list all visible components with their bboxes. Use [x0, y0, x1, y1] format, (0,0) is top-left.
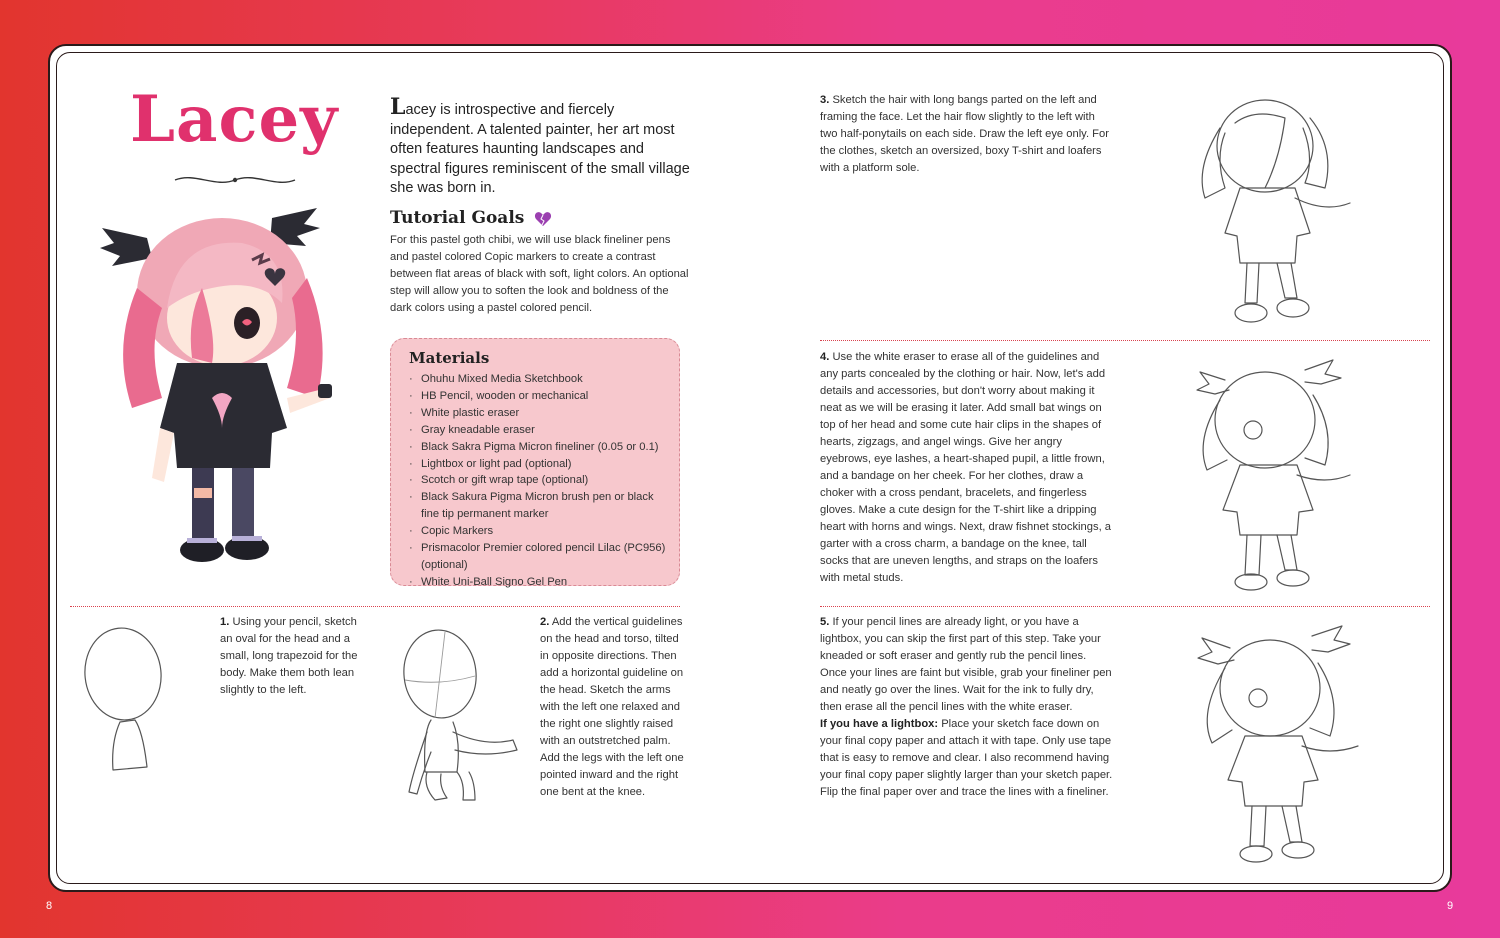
step5-number: 5. [820, 616, 830, 628]
materials-item: · White Uni-Ball Signo Gel Pen [407, 574, 671, 591]
step4-text [820, 349, 1115, 587]
materials-item: · HB Pencil, wooden or mechanical [407, 388, 671, 405]
step5-body: If your pencil lines are already light, or you have a lightbox, you can skip the first part of this step. Take your kneaded or soft eraser and gently rub the pencil lines. Once your lines are faint but visible, grab your fineliner pen and neatly go over the lines. Wait for the ink to fully dry, then erase all the pencil lines with the white eraser. [820, 616, 1112, 713]
step5-body-lightbox: Place your sketch face down on your final copy paper and attach it with tape. Only use tape that is easy to remove and clear. I also recommend having your final copy paper slightly larger than your sketch paper. Flip the final paper over and trace the lines with a fineliner. [820, 718, 1113, 798]
step3-body: Sketch the hair with long bangs parted on the left and framing the face. Let the hair flow slightly to the left with two half-ponytails on each side. Draw the left eye only. For the clothes, sketch an oversized, boxy T-shirt and loafers with a platform sole. [820, 94, 1109, 174]
page-number-left: 8 [46, 900, 53, 912]
materials-item: · Prismacolor Premier colored pencil Lilac (PC956) (optional) [407, 540, 671, 574]
right-divider-top [820, 340, 1430, 341]
materials-heading: Materials [409, 349, 490, 367]
page-title: Lacey [130, 82, 339, 157]
step2-number: 2. [540, 616, 550, 628]
step4-sketch [1185, 350, 1370, 595]
page-number-right: 9 [1447, 900, 1454, 912]
materials-item: · Copic Markers [407, 523, 671, 540]
left-divider [70, 606, 680, 607]
tutorial-goals-title: Tutorial Goals [390, 208, 525, 228]
tutorial-goals-text: For this pastel goth chibi, we will use black fineliner pens and pastel colored Copic markers to create a contrast between flat areas of black with soft, light colors. An optional step will allow you to soften the look and boldness of the dark colors using a pastel colored pencil. [390, 234, 689, 314]
step2-body: Add the vertical guidelines on the head and torso, tilted in opposite directions. Then add a horizontal guideline on the head. Sketch the arms with the left one relaxed and the right one slightly raised with an outstretched palm. Add the legs with the left one pointed inward and the right one bent at the knee. [540, 616, 684, 798]
title-flourish-ornament [170, 170, 300, 192]
step3-text [820, 92, 1115, 177]
materials-list [407, 371, 671, 591]
materials-item: · Black Sakra Pigma Micron fineliner (0.05 or 0.1) [407, 439, 671, 456]
intro-text: acey is introspective and fiercely independent. A talented painter, her art most often features haunting landscapes and spectral figures reminiscent of the small village she was born in. [390, 102, 690, 197]
step4-body: Use the white eraser to erase all of the guidelines and any parts concealed by the clothing or hair. Now, let's add details and accessories, but don't worry about making it neat as we will be erasing it later. Add small bat wings on top of her head and some cute hair clips in the shapes of hearts, zigzags, and angel wings. Give her angry eyebrows, eye lashes, a heart-shaped pupil, a little frown, and a bandage on her cheek. For her clothes, draw a choker with a cross pendant, bracelets, and fingerless gloves. Make a cute design for the T-shirt like a dripping heart with horns and wings. Next, draw fishnet stockings, a garter with a cross charm, a bandage on the knee, tall socks that are uneven lengths, and straps on the loafers with metal studs. [820, 351, 1112, 584]
right-divider-bottom [820, 606, 1430, 607]
broken-heart-icon [534, 211, 552, 227]
step4-number: 4. [820, 351, 830, 363]
step5-text [820, 614, 1115, 801]
step2-text [540, 614, 685, 801]
step2-sketch [395, 622, 535, 802]
materials-item: · Black Sakura Pigma Micron brush pen or black fine tip permanent marker [407, 489, 671, 523]
step1-sketch [75, 622, 185, 777]
tutorial-goals-heading [390, 208, 552, 228]
materials-box [390, 338, 680, 586]
step3-sketch [1185, 88, 1365, 333]
intro-paragraph [390, 94, 690, 199]
materials-item: · Lightbox or light pad (optional) [407, 456, 671, 473]
step3-number: 3. [820, 94, 830, 106]
materials-item: · Gray kneadable eraser [407, 422, 671, 439]
lacey-character-illustration [92, 198, 362, 588]
intro-dropcap: L [390, 94, 406, 120]
materials-item: · White plastic eraser [407, 405, 671, 422]
materials-item: · Scotch or gift wrap tape (optional) [407, 472, 671, 489]
step5-lightbox-lead: If you have a lightbox: [820, 718, 939, 730]
step1-number: 1. [220, 616, 230, 628]
step1-body: Using your pencil, sketch an oval for the head and a small, long trapezoid for the body. Make them both lean slightly to the left. [220, 616, 358, 696]
materials-item: · Ohuhu Mixed Media Sketchbook [407, 371, 671, 388]
step5-sketch [1190, 618, 1375, 868]
step1-text [220, 614, 365, 699]
